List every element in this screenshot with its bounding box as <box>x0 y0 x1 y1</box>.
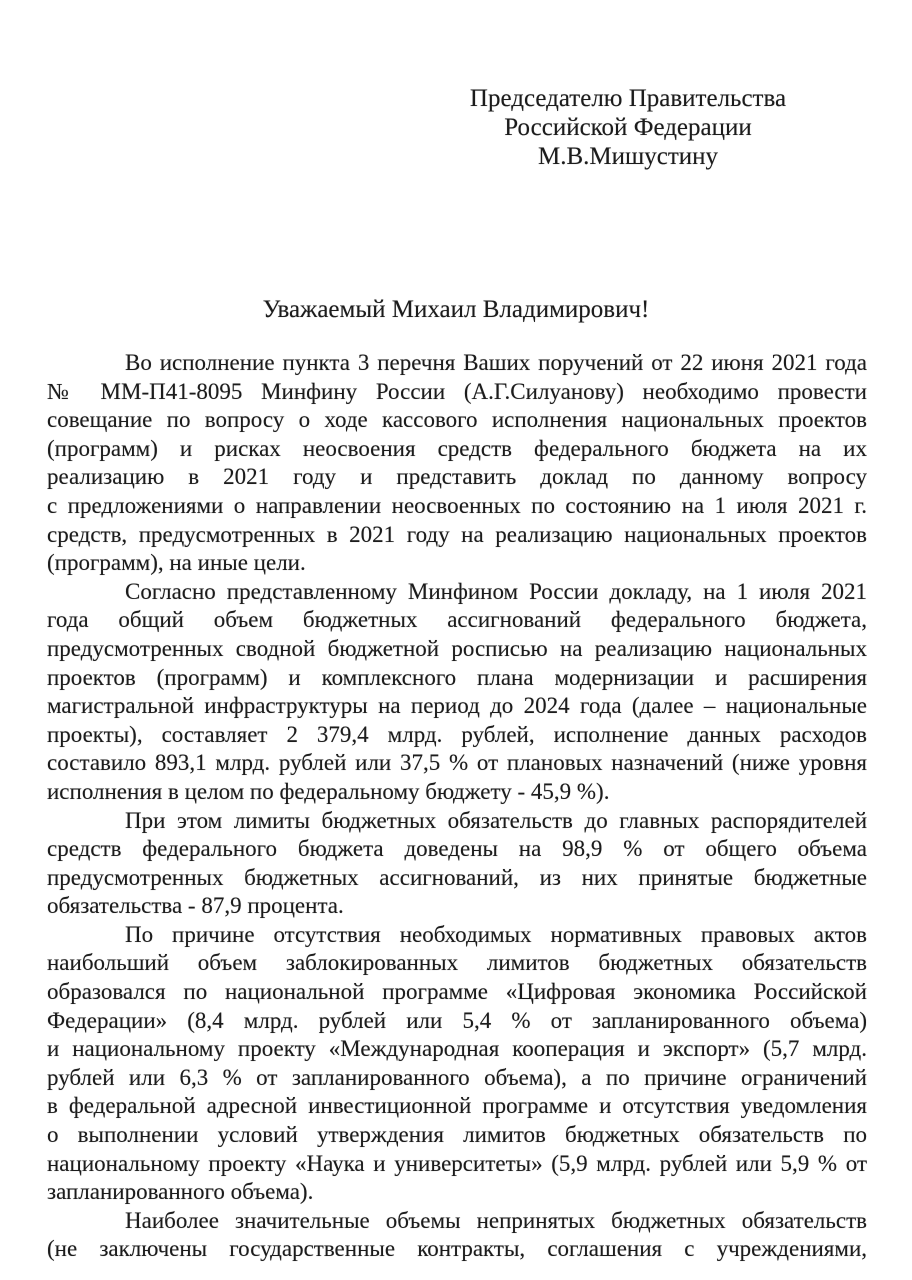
addressee-line: М.В.Мишустину <box>537 143 719 170</box>
body-line: образовался по национальной программе «Цифровая экономика Российской <box>47 979 867 1005</box>
body-line: в федеральной адресной инвестиционной программе и отсутствия уведомления <box>47 1093 867 1119</box>
body-line: наибольший объем заблокированных лимитов бюджетных обязательств <box>47 950 867 976</box>
body-line: рублей или 6,3 % от запланированного объема), а по причине ограничений <box>47 1064 867 1090</box>
body-line: с предложениями о направлении неосвоенных по состоянию на 1 июля 2021 г. <box>47 492 867 518</box>
addressee-line: Российской Федерации <box>504 114 752 141</box>
addressee-block <box>448 84 808 171</box>
body-line: № ММ-П41-8095 Минфину России (А.Г.Силуанову) необходимо провести <box>47 378 867 404</box>
body-line: составило 893,1 млрд. рублей или 37,5 % от плановых назначений (ниже уровня <box>47 750 867 776</box>
body-line: Наиболее значительные объемы непринятых бюджетных обязательств <box>125 1207 867 1233</box>
paragraph <box>47 578 867 807</box>
body-line: средств, предусмотренных в 2021 году на реализацию национальных проектов <box>47 521 867 547</box>
body-line: средств федерального бюджета доведены на 98,9 % от общего объема <box>47 836 867 862</box>
body-line: проекты), составляет 2 379,4 млрд. рублей, исполнение данных расходов <box>47 721 867 747</box>
body-line: При этом лимиты бюджетных обязательств до главных распорядителей <box>125 807 867 833</box>
paragraph <box>47 807 867 921</box>
body-line: и национальному проекту «Международная кооперация и экспорт» (5,7 млрд. <box>47 1036 867 1062</box>
body-line: исполнения в целом по федеральному бюджету - 45,9 %). <box>47 778 610 804</box>
salutation: Уважаемый Михаил Владимирович! <box>262 296 650 323</box>
paragraph <box>47 921 867 1207</box>
body-line: обязательства - 87,9 процента. <box>47 893 344 919</box>
body-line: Согласно представленному Минфином России докладу, на 1 июля 2021 <box>125 578 867 604</box>
body-line: совещание по вопросу о ходе кассового исполнения национальных проектов <box>47 407 867 433</box>
body-line: о выполнении условий утверждения лимитов бюджетных обязательств по <box>47 1122 867 1148</box>
body-line: По причине отсутствия необходимых нормативных правовых актов <box>125 921 867 947</box>
body-line: магистральной инфраструктуры на период до 2024 года (далее – национальные <box>47 693 867 719</box>
body-line: Федерации» (8,4 млрд. рублей или 5,4 % от запланированного объема) <box>47 1007 867 1033</box>
letter-body <box>47 349 867 1264</box>
paragraph <box>47 1207 867 1264</box>
body-line: Во исполнение пункта 3 перечня Ваших поручений от 22 июня 2021 года <box>125 350 867 375</box>
body-line: проектов (программ) и комплексного плана модернизации и расширения <box>47 664 867 690</box>
body-line: реализацию в 2021 году и представить доклад по данному вопросу <box>47 464 867 490</box>
body-line: запланированного объема). <box>47 1179 314 1205</box>
body-line: (не заключены государственные контракты, соглашения с учреждениями, <box>47 1236 867 1262</box>
body-line: (программ), на иные цели. <box>47 550 306 576</box>
paragraph <box>47 349 867 578</box>
addressee-line: Председателю Правительства <box>469 85 787 112</box>
body-line: предусмотренных бюджетных ассигнований, из них принятые бюджетные <box>47 864 867 890</box>
body-line: национальному проекту «Наука и университеты» (5,9 млрд. рублей или 5,9 % от <box>47 1150 867 1176</box>
body-line: года общий объем бюджетных ассигнований федерального бюджета, <box>47 607 867 633</box>
body-line: (программ) и рисках неосвоения средств федерального бюджета на их <box>47 435 867 461</box>
body-line: предусмотренных сводной бюджетной росписью на реализацию национальных <box>47 635 867 661</box>
